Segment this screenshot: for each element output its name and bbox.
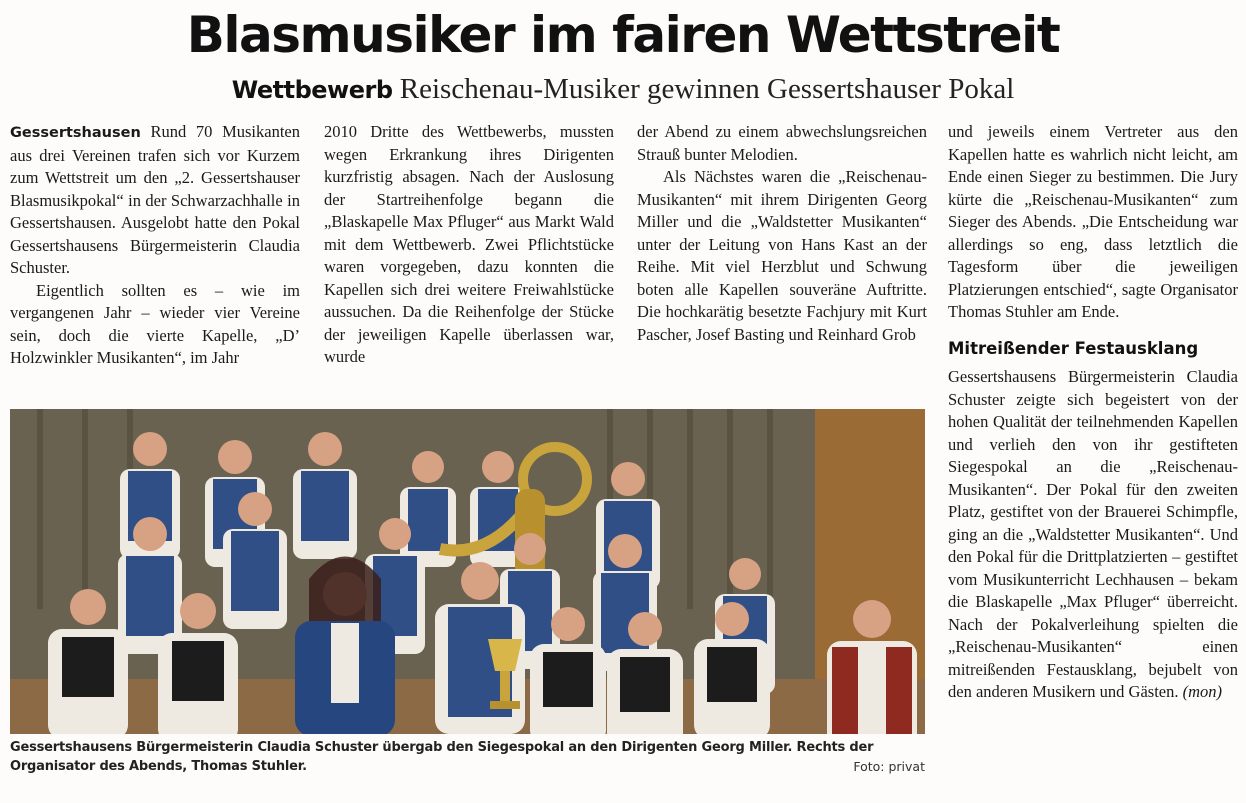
subheadline: [0, 70, 1246, 109]
paragraph: [948, 366, 1238, 704]
article-column-3: [637, 121, 927, 406]
group-photo-illustration: [10, 409, 925, 734]
paragraph: und jeweils einem Vertreter aus den Kapellen hatte es wahrlich nicht leicht, am Ende einen Sieger zu bestimmen. Die Jury kürte die „Reischenau-Musikanten“ zum Sieger des Abends. „Die Entscheidung war allerdings so eng, dass letztlich die Tagesform über die jeweiligen Platzierungen entschied“, sagte Organisator Thomas Stuhler am Ende.: [948, 122, 1238, 321]
group-photo: [10, 409, 925, 734]
paragraph: 2010 Dritte des Wettbewerbs, mussten wegen Erkrankung ihres Dirigenten kurzfristig absagen. Nach der Auslosung der Startreihenfolge begann die „Blaskapelle Max Pfluger“ aus Markt Wald mit dem Wettbewerb. Zwei Pflichtstücke waren vorgegeben, dazu konnten die Kapellen sich drei weitere Freiwahlstücke aussuchen. Da die Reihenfolge der Stücke der jeweiligen Kapelle überlassen war, wurde: [324, 122, 614, 366]
article-column-1: [10, 121, 300, 406]
section-subtitle: Mitreißender Festausklang: [948, 338, 1199, 358]
photo-credit: Foto: privat: [853, 759, 925, 774]
paragraph: Eigentlich sollten es – wie im vergangenen Jahr – wieder vier Vereine sein, doch die vierte Kapelle, „D’ Holzwinkler Musikanten“, im Jahr: [10, 280, 300, 367]
paragraph: [10, 121, 300, 280]
article-column-4: [948, 121, 1238, 796]
dateline: Gessertshausen: [10, 125, 141, 141]
paragraph-text: Rund 70 Musikanten aus drei Vereinen trafen sich vor Kurzem zum Wettstreit um den „2. Gessertshauser Blasmusikpokal“ in der Schwarzachhalle in Gessertshausen. Ausgelobt hatte den Pokal Gessertshausens Bürgermeisterin Claudia Schuster.: [10, 122, 300, 277]
paragraph: der Abend zu einem abwechslungsreichen Strauß bunter Melodien.: [637, 122, 927, 164]
kicker: Wettbewerb: [231, 76, 393, 104]
photo-caption: Gessertshausens Bürgermeisterin Claudia Schuster übergab den Siegespokal an den Dirigenten Georg Miller. Rechts der Organisator des Abends, Thomas Stuhler.: [10, 740, 874, 774]
subheadline-text: Reischenau-Musiker gewinnen Gessertshauser Pokal: [399, 73, 1015, 105]
paragraph-text: Gessertshausens Bürgermeisterin Claudia Schuster zeigte sich begeistert von der hohen Qualität der teilnehmenden Kapellen und verlieh den von ihr gestifteten Siegespokal an die „Reischenau-Musikanten“. Der Pokal für den zweiten Platz, gestiftet von der Brauerei Schimpfle, ging an die „Waldstetter Musikanten“. Und den Pokal für die Drittplatzierten – gestiftet vom Musikunterricht Lechhausen – bekam die Blaskapelle „Max Pfluger“ überreicht. Nach der Pokalverleihung spielten die „Reischenau-Musikanten“ einen mitreißenden Festausklang, bejubelt von den anderen Musikern und Gästen.: [948, 367, 1238, 701]
author-initials: (mon): [1182, 682, 1223, 701]
article-column-2: [324, 121, 614, 406]
paragraph: Als Nächstes waren die „Reischenau-Musikanten“ mit ihrem Dirigenten Georg Miller und die „Waldstetter Musikanten“ unter der Leitung von Hans Kast an der Reihe. Mit viel Herzblut und Schwung boten alle Kapellen souveräne Auftritte. Die hochkarätig besetzte Fachjury mit Kurt Pascher, Josef Basting und Reinhard Grob: [637, 167, 927, 344]
headline: Blasmusiker im fairen Wettstreit: [186, 6, 1060, 64]
